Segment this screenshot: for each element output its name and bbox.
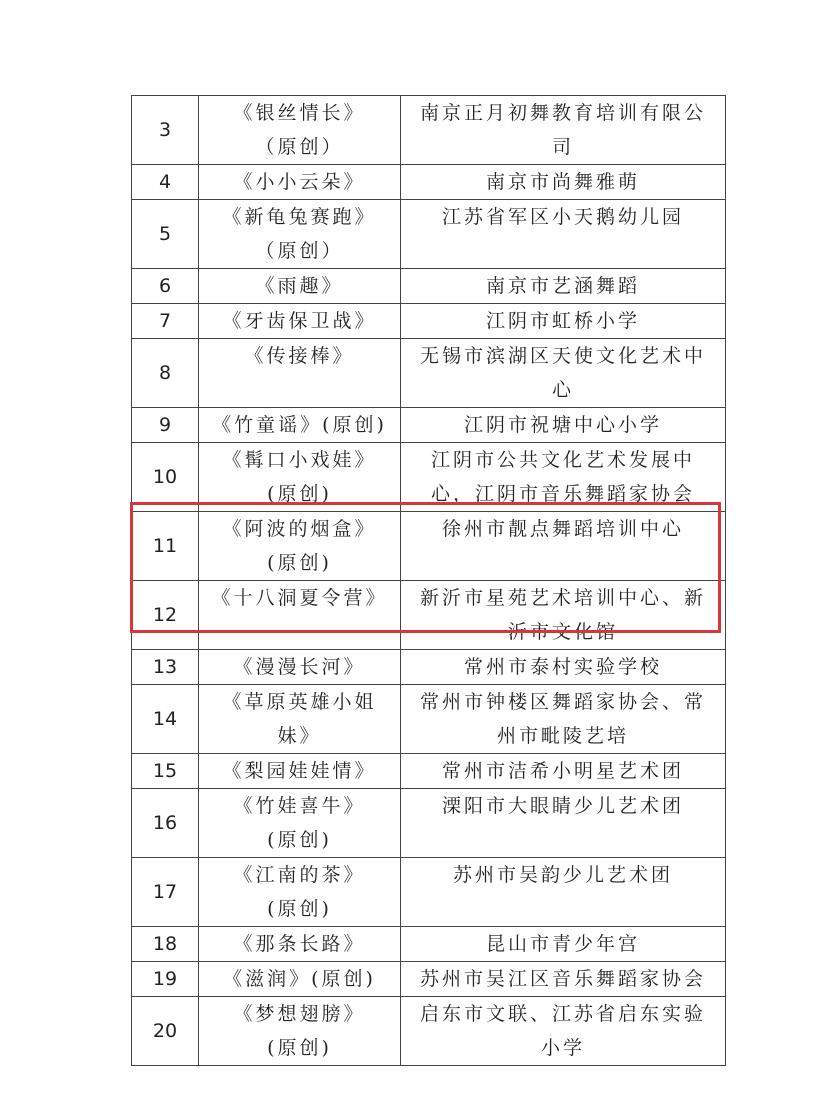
program-title-line-1: 《雨趣》 [255, 275, 344, 297]
organization-line-1: 江阴市祝塘中心小学 [463, 414, 662, 436]
organization-line-2: 心，江阴市音乐舞蹈家协会 [430, 483, 695, 505]
row-number: 17 [132, 858, 199, 927]
organization-line-1: 苏州市吴江区音乐舞蹈家协会 [419, 968, 706, 990]
program-list-table [131, 95, 726, 1066]
program-title-line-1: 《髯口小戏娃》 [222, 449, 377, 471]
table-row [132, 165, 726, 200]
row-number: 18 [132, 927, 199, 962]
organization-line-1: 江苏省军区小天鹅幼儿园 [441, 206, 684, 228]
row-number: 19 [132, 962, 199, 997]
row-number: 15 [132, 754, 199, 789]
table-row [132, 650, 726, 685]
organization-line-1: 启东市文联、江苏省启东实验 [419, 1003, 706, 1025]
table-row [132, 685, 726, 754]
table-row [132, 96, 726, 165]
program-title-line-1: 《竹童谣》(原创) [212, 414, 387, 436]
program-title-line-1: 《小小云朵》 [233, 171, 366, 193]
program-title-cell [199, 858, 401, 927]
row-number: 8 [132, 339, 199, 408]
organization-cell [401, 581, 726, 650]
organization-line-1: 南京正月初舞教育培训有限公 [419, 102, 706, 124]
organization-line-1: 南京市艺涵舞蹈 [485, 275, 640, 297]
program-title-line-1: 《草原英雄小姐 [222, 691, 377, 713]
program-title-cell [199, 165, 401, 200]
organization-line-1: 常州市泰村实验学校 [463, 656, 662, 678]
program-title-line-1: 《江南的茶》 [233, 864, 366, 886]
program-title-line-2: (原创) [267, 829, 332, 851]
organization-line-2: 司 [551, 136, 574, 158]
program-title-line-2: (原创) [267, 1037, 332, 1059]
organization-line-1: 常州市洁希小明星艺术团 [441, 760, 684, 782]
program-list-body [132, 96, 726, 1066]
program-title-cell [199, 339, 401, 408]
organization-line-2: 小学 [540, 1037, 585, 1059]
program-title-line-1: 《十八洞夏令营》 [211, 587, 388, 609]
table-row [132, 200, 726, 269]
row-number: 6 [132, 269, 199, 304]
organization-cell [401, 304, 726, 339]
table-row [132, 512, 726, 581]
organization-cell [401, 754, 726, 789]
program-title-cell [199, 997, 401, 1066]
row-number: 4 [132, 165, 199, 200]
table-row [132, 962, 726, 997]
row-number: 13 [132, 650, 199, 685]
program-title-cell [199, 789, 401, 858]
table-row [132, 997, 726, 1066]
program-title-line-1: 《新龟兔赛跑》 [222, 206, 377, 228]
table-row [132, 789, 726, 858]
organization-cell [401, 269, 726, 304]
program-title-line-2: (原创) [267, 552, 332, 574]
organization-line-1: 江阴市公共文化艺术发展中 [430, 449, 695, 471]
organization-line-1: 徐州市靓点舞蹈培训中心 [441, 518, 684, 540]
table-row [132, 581, 726, 650]
organization-cell [401, 200, 726, 269]
table-row [132, 754, 726, 789]
program-title-line-1: 《牙齿保卫战》 [222, 310, 377, 332]
organization-line-2: 心 [551, 379, 574, 401]
program-title-line-1: 《竹娃喜牛》 [233, 795, 366, 817]
row-number: 5 [132, 200, 199, 269]
organization-line-2: 州市毗陵艺培 [496, 725, 629, 747]
table-row [132, 858, 726, 927]
organization-line-1: 南京市尚舞雅萌 [485, 171, 640, 193]
program-title-cell [199, 512, 401, 581]
organization-line-1: 江阴市虹桥小学 [485, 310, 640, 332]
program-title-line-2: （原创） [255, 240, 344, 262]
organization-cell [401, 165, 726, 200]
program-title-line-2: 妹》 [277, 725, 322, 747]
program-title-cell [199, 754, 401, 789]
program-title-cell [199, 269, 401, 304]
program-title-line-1: 《那条长路》 [233, 933, 366, 955]
organization-line-1: 苏州市吴韵少儿艺术团 [452, 864, 673, 886]
row-number: 9 [132, 408, 199, 443]
program-title-line-1: 《传接棒》 [244, 345, 355, 367]
row-number: 11 [132, 512, 199, 581]
program-title-line-1: 《银丝情长》 [233, 102, 366, 124]
organization-cell [401, 789, 726, 858]
table-row [132, 408, 726, 443]
organization-line-1: 常州市钟楼区舞蹈家协会、常 [419, 691, 706, 713]
program-title-line-2: (原创) [267, 483, 332, 505]
program-title-line-1: 《滋润》(原创) [223, 968, 376, 990]
program-title-cell [199, 927, 401, 962]
table-row [132, 443, 726, 512]
program-title-line-2: （原创） [255, 136, 344, 158]
row-number: 12 [132, 581, 199, 650]
table-row [132, 339, 726, 408]
row-number: 7 [132, 304, 199, 339]
organization-cell [401, 997, 726, 1066]
row-number: 16 [132, 789, 199, 858]
organization-cell [401, 650, 726, 685]
program-title-cell [199, 408, 401, 443]
program-title-line-1: 《梨园娃娃情》 [222, 760, 377, 782]
program-title-cell [199, 304, 401, 339]
program-title-cell [199, 443, 401, 512]
table-row [132, 304, 726, 339]
organization-line-1: 新沂市星苑艺术培训中心、新 [419, 587, 706, 609]
organization-line-1: 昆山市青少年宫 [485, 933, 640, 955]
organization-cell [401, 927, 726, 962]
program-title-line-2: (原创) [267, 898, 332, 920]
organization-cell [401, 685, 726, 754]
row-number: 10 [132, 443, 199, 512]
organization-line-2: 沂市文化馆 [507, 621, 618, 643]
organization-cell [401, 962, 726, 997]
organization-cell [401, 96, 726, 165]
row-number: 20 [132, 997, 199, 1066]
program-title-cell [199, 96, 401, 165]
organization-cell [401, 443, 726, 512]
table-row [132, 927, 726, 962]
organization-line-1: 无锡市滨湖区天使文化艺术中 [419, 345, 706, 367]
table-row [132, 269, 726, 304]
program-title-line-1: 《漫漫长河》 [233, 656, 366, 678]
program-title-cell [199, 685, 401, 754]
row-number: 3 [132, 96, 199, 165]
program-title-cell [199, 650, 401, 685]
organization-cell [401, 858, 726, 927]
program-title-line-1: 《梦想翅膀》 [233, 1003, 366, 1025]
program-title-line-1: 《阿波的烟盒》 [222, 518, 377, 540]
organization-line-1: 溧阳市大眼睛少儿艺术团 [441, 795, 684, 817]
organization-cell [401, 339, 726, 408]
program-title-cell [199, 581, 401, 650]
program-title-cell [199, 962, 401, 997]
organization-cell [401, 408, 726, 443]
organization-cell [401, 512, 726, 581]
program-title-cell [199, 200, 401, 269]
row-number: 14 [132, 685, 199, 754]
